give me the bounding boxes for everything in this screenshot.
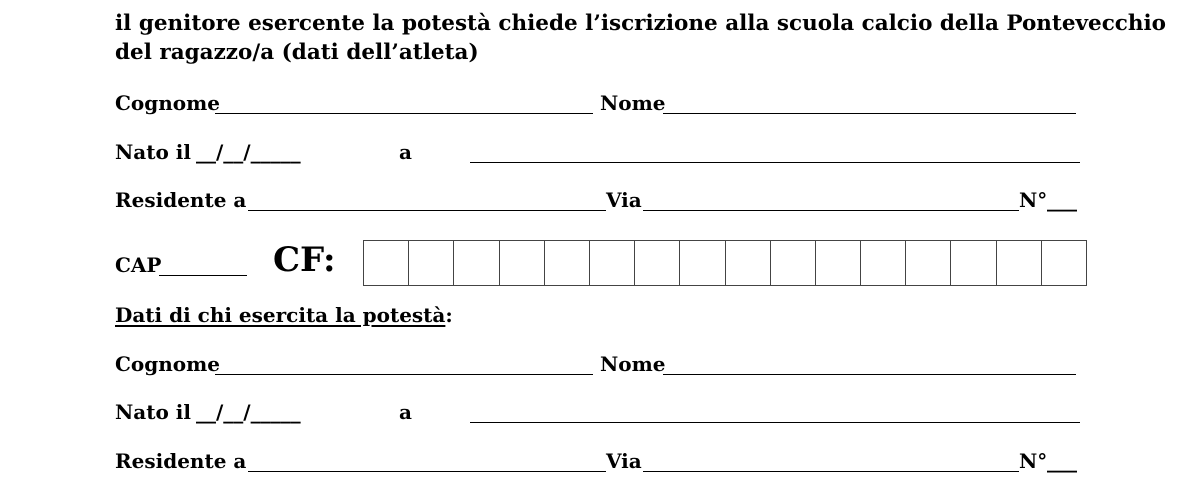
- athlete-numero-label: N°: [1019, 188, 1048, 212]
- guardian-birth-row: [115, 397, 1085, 427]
- athlete-via-label: Via: [606, 188, 642, 212]
- guardian-nato-label: Nato il: [115, 400, 191, 424]
- guardian-residence-field[interactable]: [248, 471, 606, 472]
- athlete-nome-label: Nome: [600, 91, 666, 115]
- cf-char-box[interactable]: [409, 241, 454, 285]
- guardian-section-title-text: Dati di chi esercita la potestà: [115, 303, 446, 327]
- athlete-birth-date-field[interactable]: __/__/_____: [196, 140, 301, 164]
- cf-char-box[interactable]: [997, 241, 1042, 285]
- cf-char-box[interactable]: [635, 241, 680, 285]
- guardian-numero-label: N°: [1019, 449, 1048, 473]
- athlete-cap-field[interactable]: [159, 275, 247, 276]
- guardian-section-title-colon: :: [445, 303, 453, 327]
- athlete-residente-label: Residente a: [115, 188, 247, 212]
- cf-char-box[interactable]: [1042, 241, 1087, 285]
- athlete-name-row: [115, 88, 1085, 118]
- intro-text: [115, 9, 1167, 67]
- guardian-nome-field[interactable]: [663, 374, 1076, 375]
- guardian-house-number-field[interactable]: ___: [1047, 449, 1077, 473]
- cf-char-box[interactable]: [951, 241, 996, 285]
- athlete-cf-label: CF:: [273, 240, 336, 280]
- intro-line-2: del ragazzo/a (dati dell’atleta): [115, 40, 479, 65]
- guardian-cognome-label: Cognome: [115, 352, 221, 376]
- athlete-nato-label: Nato il: [115, 140, 191, 164]
- guardian-street-field[interactable]: [643, 471, 1019, 472]
- athlete-cognome-label: Cognome: [115, 91, 221, 115]
- athlete-cap-label: CAP: [115, 253, 162, 277]
- cf-char-box[interactable]: [816, 241, 861, 285]
- guardian-nome-label: Nome: [600, 352, 666, 376]
- guardian-a-label: a: [399, 400, 412, 424]
- cf-char-box[interactable]: [726, 241, 771, 285]
- cf-char-box[interactable]: [500, 241, 545, 285]
- athlete-nome-field[interactable]: [663, 113, 1076, 114]
- athlete-cognome-field[interactable]: [215, 113, 593, 114]
- cf-char-box[interactable]: [454, 241, 499, 285]
- athlete-cf-boxes: [363, 240, 1087, 286]
- athlete-birthplace-field[interactable]: [470, 162, 1080, 163]
- cf-char-box[interactable]: [680, 241, 725, 285]
- guardian-birth-date-field[interactable]: __/__/_____: [196, 400, 301, 424]
- guardian-cognome-field[interactable]: [215, 374, 593, 375]
- guardian-residence-row: [115, 446, 1085, 476]
- guardian-via-label: Via: [606, 449, 642, 473]
- athlete-residence-row: [115, 185, 1085, 215]
- guardian-residente-label: Residente a: [115, 449, 247, 473]
- cf-char-box[interactable]: [861, 241, 906, 285]
- athlete-birth-row: [115, 137, 1085, 167]
- athlete-street-field[interactable]: [643, 210, 1019, 211]
- cf-char-box[interactable]: [364, 241, 409, 285]
- athlete-a-label: a: [399, 140, 412, 164]
- athlete-house-number-field[interactable]: ___: [1047, 188, 1077, 212]
- athlete-residence-field[interactable]: [248, 210, 606, 211]
- cf-char-box[interactable]: [590, 241, 635, 285]
- intro-line-1: il genitore esercente la potestà chiede l’iscrizione alla scuola calcio della Pontevecchio: [115, 11, 1167, 36]
- guardian-section-title: [115, 300, 453, 330]
- cf-char-box[interactable]: [771, 241, 816, 285]
- guardian-name-row: [115, 349, 1085, 379]
- cf-char-box[interactable]: [906, 241, 951, 285]
- guardian-birthplace-field[interactable]: [470, 422, 1080, 423]
- cf-char-box[interactable]: [545, 241, 590, 285]
